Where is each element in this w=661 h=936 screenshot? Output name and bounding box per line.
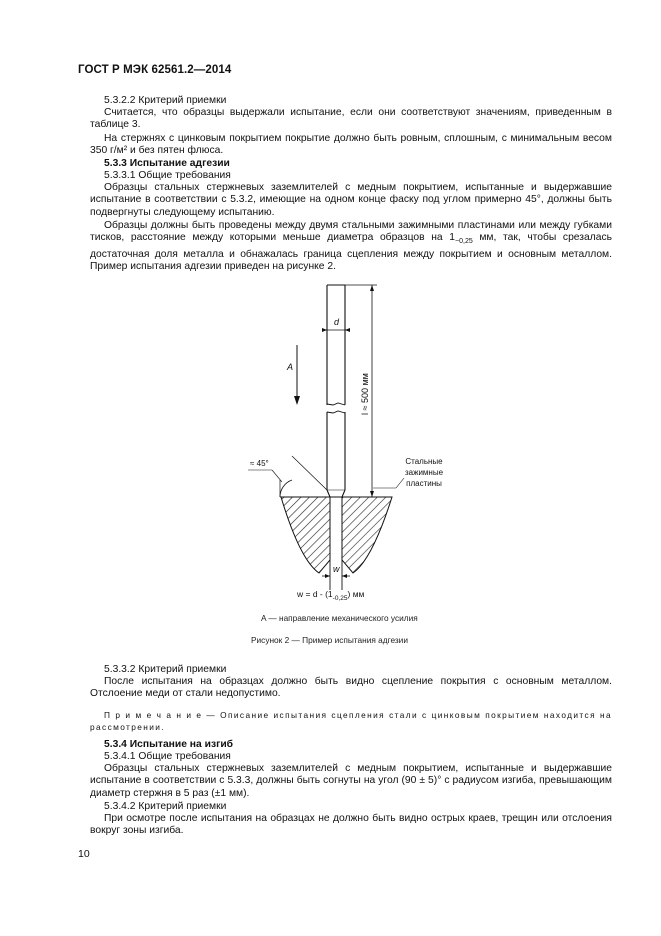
width-formula: $w = d - (1_{-0,25})$ мм [297,589,365,602]
section-5341-text: Образцы стальных стержневых заземлителей с медным покрытием, испытанные и выдержавшие испытание в соответствии с 5.3.3, должны быть согнуты на угол (90 ± 5)° с радиусом изгиба, превышающим диаметр стержня в 5 раз (±1 мм). [90,763,612,799]
label-angle: ≈ 45° [250,459,269,468]
document-header: ГОСТ Р МЭК 62561.2—2014 [78,64,232,76]
force-arrow [294,345,300,405]
label-plates-3: пластины [406,479,442,488]
width-dimension [322,574,350,578]
section-5332-text: После испытания на образцах должно быть видно сцепление покрытия с основным металлом. Отслоение меди от стали недопустимо. [90,676,612,700]
label-d: d [334,317,340,327]
label-length: l ≈ 500 мм [360,373,370,415]
page-number: 10 [78,848,90,860]
label-A: A [287,362,294,372]
section-5331-text: Образцы стальных стержневых заземлителей с медным покрытием, испытанные и выдержавшие испытание в соответствии с 5.3.2, имеющие на одном конце фаску под углом примерно 45°, должны быть подвергнуты следующему испытанию. [90,182,612,218]
clamp-plates [281,497,392,590]
section-533-title: 5.3.3 Испытание адгезии [104,158,230,169]
section-5342-text: При осмотре после испытания на образцах не должно быть видно острых краев, трещин или отслоения вокруг зоны изгиба. [90,813,612,837]
zinc-coating-text: На стержнях с цинковым покрытием покрытие должно быть ровным, сплошным, с минимальным весом 350 г/м² и без пятен флюса. [90,133,612,157]
label-plates-2: зажимные [404,468,444,477]
section-5322-text: Считается, что образцы выдержали испытание, если они соответствуют значениям, приведенным в таблице 3. [90,107,612,131]
section-5331-title: 5.3.3.1 Общие требования [104,170,231,181]
label-plates-1: Стальные [405,457,443,466]
figure-caption: Рисунок 2 — Пример испытания адгезии [251,635,408,645]
section-5332-title: 5.3.3.2 Критерий приемки [104,664,227,675]
section-5322-title: 5.3.2.2 Критерий приемки [104,95,227,106]
figure-legend: A — направление механического усилия [261,613,418,623]
section-5331-text2: Образцы должны быть проведены между двумя стальными зажимными пластинами или между губками тисков, расстояние между которыми меньше диаметра образцов на $1_{-0,25}$ мм, так, чтобы срезалась достаточная доля металла и обнажалась граница сцепления между покрытием и основным металлом. Пример испытания адгезии приведен на рисунке 2. [90,220,613,272]
label-w: w [333,564,340,574]
section-5342-title: 5.3.4.2 Критерий приемки [104,801,227,812]
diameter-dimension [322,328,350,332]
note-text: П р и м е ч а н и е — Описание испытания сцепления стали с цинковым покрытием находится на рассмотрении. [90,710,612,733]
section-5341-title: 5.3.4.1 Общие требования [104,751,231,762]
section-534-title: 5.3.4 Испытание на изгиб [104,739,234,750]
